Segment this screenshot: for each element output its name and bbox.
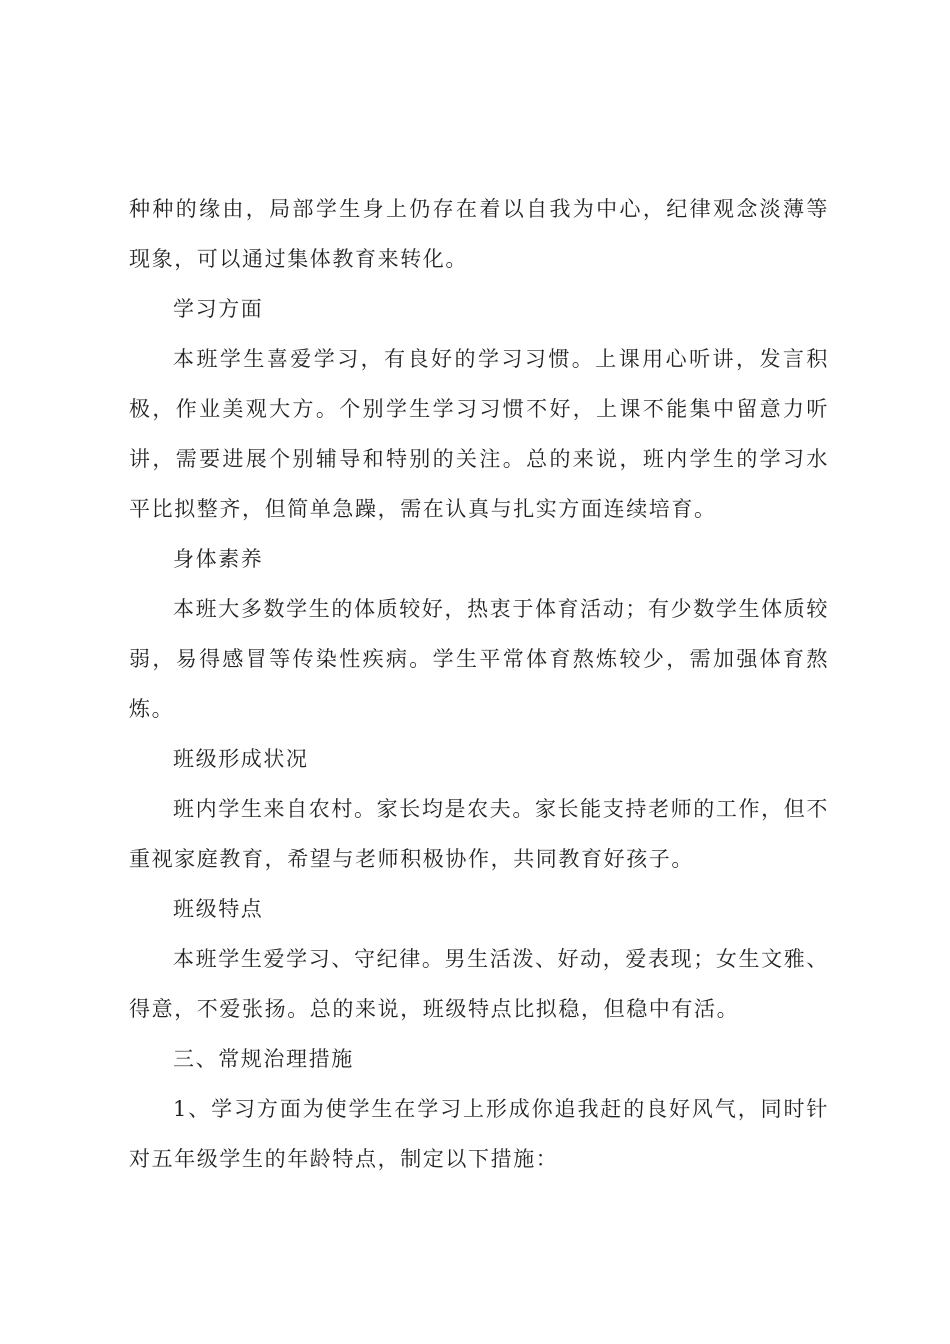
heading-physical: 身体素养: [173, 547, 264, 571]
heading-study: 学习方面: [173, 297, 264, 321]
paragraph-study: 本班学生喜爱学习，有良好的学习习惯。上课用心听讲，发言积极，作业美观大方。个别学生学习习惯不好，上课不能集中留意力听讲，需要进展个别辅导和特别的关注。总的来说，班内学生的学习水平比拟整齐，但简单急躁，需在认真与扎实方面连续培育。: [129, 347, 829, 521]
paragraph-physical: 本班大多数学生的体质较好，热衷于体育活动；有少数学生体质较弱，易得感冒等传染性疾病。学生平常体育熬炼较少，需加强体育熬炼。: [129, 597, 829, 721]
heading-class-formation: 班级形成状况: [173, 747, 309, 771]
paragraph-class-formation: 班内学生来自农村。家长均是农夫。家长能支持老师的工作，但不重视家庭教育，希望与老师积极协作，共同教育好孩子。: [129, 797, 829, 871]
heading-management-measures: 三、常规治理措施: [173, 1047, 354, 1071]
paragraph-class-features: 本班学生爱学习、守纪律。男生活泼、好动，爱表现；女生文雅、得意，不爱张扬。总的来说，班级特点比拟稳，但稳中有活。: [129, 947, 829, 1021]
paragraph-management-measures: 1、学习方面为使学生在学习上形成你追我赶的良好风气，同时针对五年级学生的年龄特点，制定以下措施：: [129, 1097, 829, 1171]
heading-class-features: 班级特点: [173, 897, 264, 921]
document-body: [129, 184, 829, 1184]
paragraph-continuation: 种种的缘由，局部学生身上仍存在着以自我为中心，纪律观念淡薄等现象，可以通过集体教育来转化。: [129, 197, 829, 271]
